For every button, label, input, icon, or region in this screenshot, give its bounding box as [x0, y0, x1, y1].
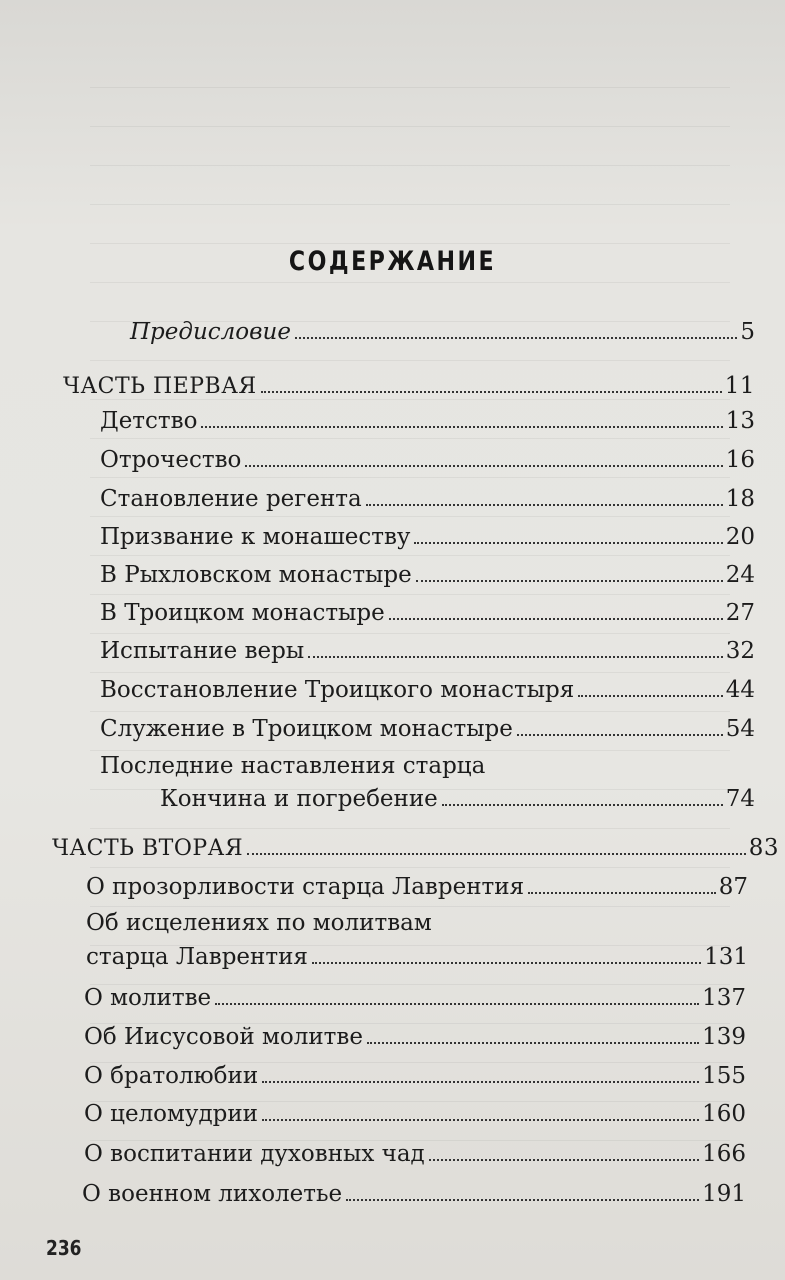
dot-leader — [312, 961, 701, 964]
toc-part-one[interactable] — [63, 372, 755, 401]
toc-entry-label: Кончина и погребение — [160, 786, 438, 812]
toc-entry-page: 5 — [740, 319, 755, 345]
toc-entry[interactable] — [84, 1100, 746, 1128]
dot-leader — [262, 1080, 699, 1083]
toc-entry-label: В Рыхловском монастыре — [100, 562, 412, 588]
toc-entry[interactable] — [86, 943, 748, 971]
part-heading-label: ЧАСТЬ ВТОРАЯ — [52, 836, 244, 861]
toc-entry-label: Становление регента — [100, 486, 362, 512]
toc-entry-page: 20 — [725, 524, 755, 550]
dot-leader — [416, 579, 723, 582]
toc-entry-page: 160 — [702, 1101, 746, 1127]
toc-entry[interactable] — [82, 1180, 746, 1208]
toc-entry-page: 87 — [718, 874, 748, 900]
dot-leader — [245, 464, 722, 467]
toc-entry-page: 13 — [725, 408, 755, 434]
dot-leader — [201, 425, 722, 428]
dot-leader — [308, 655, 723, 658]
toc-entry-label: О военном лихолетье — [82, 1181, 343, 1207]
toc-entry-label: Испытание веры — [100, 638, 305, 664]
toc-entry[interactable] — [100, 407, 755, 435]
toc-entry-label: Служение в Троицком монастыре — [100, 716, 513, 742]
toc-entry-label: Предисловие — [130, 319, 291, 345]
dot-leader — [261, 390, 722, 393]
dot-leader — [389, 617, 723, 620]
toc-entry-page: 54 — [725, 716, 755, 742]
toc-entry-label: О прозорливости старца Лаврентия — [86, 874, 525, 900]
dot-leader — [247, 852, 746, 855]
dot-leader — [429, 1158, 699, 1161]
toc-entry-label: Отрочество — [100, 447, 242, 473]
toc-entry-page: 27 — [725, 600, 755, 626]
toc-entry-page: 32 — [725, 638, 755, 664]
dot-leader — [295, 336, 737, 339]
toc-entry-page: 44 — [725, 677, 755, 703]
toc-entry-label: О молитве — [84, 985, 212, 1011]
toc-entry[interactable] — [100, 485, 755, 513]
toc-entry-label: Восстановление Троицкого монастыря — [100, 677, 575, 703]
toc-entry-page: 24 — [725, 562, 755, 588]
toc-entry[interactable] — [100, 637, 755, 665]
toc-entry-label: Об Иисусовой молитве — [84, 1024, 363, 1050]
toc-entry[interactable] — [84, 1023, 746, 1051]
toc-entry-label: Детство — [100, 408, 198, 434]
dot-leader — [346, 1198, 699, 1201]
page-title: СОДЕРЖАНИЕ — [288, 246, 497, 277]
toc-entry[interactable] — [100, 523, 755, 551]
toc-entry-page: 166 — [702, 1141, 746, 1167]
toc-entry[interactable] — [100, 599, 755, 627]
toc-entry-page: 155 — [702, 1063, 746, 1089]
toc-entry-label: старца Лаврентия — [86, 944, 308, 970]
part-heading-label: ЧАСТЬ ПЕРВАЯ — [63, 374, 257, 399]
toc-entry-page: 74 — [725, 786, 755, 812]
part-heading-page: 83 — [748, 835, 779, 861]
toc-entry-label: О целомудрии — [84, 1101, 258, 1127]
dot-leader — [366, 503, 723, 506]
toc-part-two[interactable] — [52, 834, 779, 863]
dot-leader — [215, 1002, 699, 1005]
toc-entry[interactable] — [100, 715, 755, 743]
toc-entry-label: Призвание к монашеству — [100, 524, 411, 550]
toc-entry-label: О воспитании духовных чад — [84, 1141, 425, 1167]
part-heading-page: 11 — [724, 373, 755, 399]
toc-entry-page: 139 — [702, 1024, 746, 1050]
toc-entry[interactable] — [100, 676, 755, 704]
toc-entry[interactable] — [84, 1140, 746, 1168]
toc-entry-page: 18 — [725, 486, 755, 512]
toc-entry-page: 137 — [702, 985, 746, 1011]
toc-entry-multiline-first: Последние наставления старца — [100, 753, 486, 779]
toc-entry-preface[interactable] — [130, 318, 755, 346]
toc-entry[interactable] — [100, 561, 755, 589]
toc-entry-multiline-first: Об исцелениях по молитвам — [86, 910, 432, 936]
toc-entry-label: О братолюбии — [84, 1063, 259, 1089]
page-number: 236 — [46, 1236, 82, 1260]
toc-entry-page: 191 — [702, 1181, 746, 1207]
toc-entry[interactable] — [160, 785, 755, 813]
toc-entry[interactable] — [100, 446, 755, 474]
dot-leader — [414, 541, 722, 544]
dot-leader — [262, 1118, 699, 1121]
toc-entry-page: 16 — [725, 447, 755, 473]
dot-leader — [442, 803, 723, 806]
dot-leader — [578, 694, 722, 697]
toc-entry-label: В Троицком монастыре — [100, 600, 385, 626]
dot-leader — [367, 1041, 699, 1044]
toc-entry[interactable] — [86, 873, 748, 901]
toc-entry[interactable] — [84, 1062, 746, 1090]
toc-entry[interactable] — [84, 984, 746, 1012]
dot-leader — [517, 733, 723, 736]
dot-leader — [528, 891, 716, 894]
toc-entry-page: 131 — [704, 944, 748, 970]
